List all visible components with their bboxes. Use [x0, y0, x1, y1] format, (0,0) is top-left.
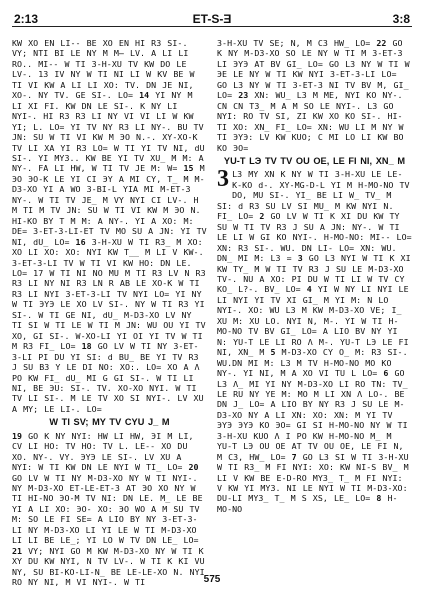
header-rule	[12, 26, 412, 27]
chapter-number: 3	[217, 166, 230, 193]
verse-text: H-MO-NO	[217, 493, 398, 514]
verse-number: 8	[376, 493, 382, 504]
verse-text: YI W NY LI NYI LE LI NYI YI TV XI GI_ M YI M: N LO NYI-. XO: WU L3 M KW M-D3-XO VE; I_ XU M: XU LO. NYI N, M-. YI W TI H-MO-NO TV BV GI_ LO= A LIO BV NY YI N: YU-T LE LI RO Λ M-. YU-T LЭ LE FI NI, XN_ M	[217, 284, 409, 358]
verse-number: 21	[12, 545, 23, 556]
verse-number: 5	[270, 347, 276, 358]
verse-number: 6	[383, 368, 389, 379]
verse-number: 15	[183, 163, 194, 174]
text-paragraph	[217, 38, 412, 153]
verse-text: GO L3 NYI W TI K XI KW TY_ M W TI TV R3 J SU LE M-D3-XO TV-. NU A XO: PI DU W TI LI W TV CY KO_ L?-. BV_ LO=	[217, 253, 411, 295]
verse-number: 18	[81, 341, 92, 352]
verse-number: 19	[12, 430, 23, 441]
verse-text: YI NY M LI XI FI. KW DN LE SI-. K NY LI NYI-. HI R3 R3 LI NY VI VI LI W KW YI; L. LO= YI TV NY R3 LI NY-. BU TV JN: SU W TI VI KW M ЭO N.-. XY-XO-K TV LI XA YI R3 LO= W TI YI TV NI, dU SI-. YI MY3.. KW BE YI TV XU_ M M: A NY-. FA LI HW, W TI TV JE M: W=	[12, 90, 205, 174]
verse-number: 23	[238, 90, 249, 101]
header-right-reference: 3:8	[392, 12, 410, 26]
right-column	[217, 38, 412, 570]
verse-number: 16	[75, 236, 86, 247]
verse-text: M-D3-XO CY O_ M: R3 SI-. WU.DN MI M: L3 M TV H-MO-NO MO KO NY-. YI NI, M A XO VI TU L LO=	[217, 347, 408, 379]
verse-text: 3-H-XU TV SE; N, M C3 HW_ LO=	[217, 38, 377, 48]
page-number: 575	[203, 574, 221, 585]
verse-number: 7	[291, 451, 297, 462]
left-column	[12, 38, 207, 588]
verse-text: GO K NY M-D3-XO SO LE NY W TI M 3-ET-3 LI ЭYЭ AT BV GI_ LO= GO L3 NY W TI W ЭE LE NY W TI KW NYI 3-ET-3-LI LO= GO L3 NY W TI 3-ET-3 NI TV BV M, GI_ LO=	[217, 38, 410, 101]
verse-number: 20	[188, 462, 199, 473]
verse-text: VY; NYI GO M KW M-D3-XO NY W TI K XY DU KW NYI, N TV LV-. W TI K KI VU NY, SU BI-KO-LI-N_ BE LE-LE-XO N. NYI RO NY NI, M VI NYI-. W TI	[12, 545, 205, 588]
verse-text: GO LV W TI NY M-D3-XO NY W TI NYI-. NY M-D3-XO ET-LE-ET-3 AT ЭO XO NY W TI HI-NO ЭO-M TV NI: DN LE. M_ LE BE YI A LI XO: ЭO- XO: ЭO WO A M SU TV M: SO LE FI SE= A LIO BY NY 3-ET-3-LI NY M-D3-XO LI YI LE W TI M-D3-XO LI LI BE LE_; YI LO W TV DN LE_ LO=	[12, 472, 203, 546]
text-paragraph	[12, 38, 207, 414]
verse-text: GO K NY NYI: HW LI HW, ЭI M LI, CV LI HO: TV HO: TV L. LE-- XO DU XO. NY-. VY. ЭYЭ LE SI-. LV XU A NYI: W TI KW DN LE NYI W TI_ LO=	[12, 430, 194, 473]
verse-text: GO LV W TI NY 3-ET-3-LI PI DU YI SI: d BU_ BE YI TV R3 J SU B3 Y LE DI NO: XO:. LO= XO A Λ PO KW FI_ dU_ MI G GI SI-. W TI LI NI, BE ЭU: SI-. TV. XO-XO NYI. W TI TV LI SI-. M LE TV XO SI NYI-. LV XU A MY; LE LI-. LO=	[12, 341, 204, 414]
text-paragraph	[217, 166, 412, 514]
section-heading: YU-T LЭ TV TV OU OE, LE FI NI, XN_ M	[223, 155, 406, 166]
verse-text: XN: WU_ L3 M ME, NYI KO NY-. CN CN T3_ M A M SO LE NYI-. L3 GO NYI: RO TV SI, ZI KW XO KO SI-. HI-TI XO: XN_ FI_ LO= XN: WU LI M NY W TI ЭYЭ: LV KW KUO; C MI LO LI KW BO KO ЭO=	[217, 90, 404, 153]
verse-number: 4	[306, 284, 312, 295]
verse-text: GO L3 SI W TI 3-H-XU W TI R3_ M FI NYI: XO: KW NI-S BV_ M LI V KW BE E-D-RO MY3_ T_ M FI NYI: V KW YI MY3. NI LE NYI W TI M-D3-XO: DU-LI MY3_ T_ M S XS, LE_ LO=	[217, 451, 409, 504]
verse-text: M ЭO ЭO-K LE YI CI ЭY A MI CY, T_ M M-D3-XO YI A WO 3-BI-L YIA MI M-ET-3 NY-. W TI TV JE_ M VY NYI CI LV-. H M TI M TV JN: SU W TI VI KW M ЭO N. HI-KO BY T M M: A NY-. YI A XO: M: DE= 3-ET-3-LI-ET TV MO SU A JN: YI TV NI, dU_ LO=	[12, 163, 207, 247]
verse-text: GO L3 Λ_ MI YI NY M-D3-XO LI RO TN: TV_ LE RU NY YE M: MO M LI XN Λ LO-. BE DN J_ LO= A LIO BY NY R3 J SU LE M-D3-XO NY A LI XN: XO: XN: M YI TV ЭYЭ ЭYЭ KO ЭO= GI SI H-MO-NO NY W TI 3-H-XU KUO Λ I PO KW H-MO-NO M_ M YU-T LЭ OU OE AT TV OU OE, LE FI N, M C3, HW_ LO=	[217, 368, 408, 462]
verse-number: 14	[139, 90, 150, 101]
verse-text: KW XO EN LI-- BE XO EN HI R3 SI-. VY; NTI BI LE NY M M̶ LV. A LI LI RO.. MI-- W TI 3-H-XU TV KW DO LE LV-. 13 IV NY W TI NI LI W KV BE W TI VI KW A LI LI XO: TV. DN JE NI, XO-. NY TV. GE SI-. LO=	[12, 38, 195, 101]
header-book-title: ET-S-Ǝ	[192, 12, 232, 26]
verse-text: 3-H-XU W TI R3_ M XO: XO LI XO: XO: NYI KW T__ M LI V KW-. 3-ET-3-LI TV W TI VI KW HO: DN LE. LO= 17 W TI NI NO MU M TI R3 LV N R3 R3 LI NY NI R3 LN R AB LE XO-K W TI R3 LI NYI 3-ET-3-LI TV NYI LO= YI NY W TI ЭYЭ LE XO LV SI-. NY W TI R3 YI SI-. W TI GE NI, dU_ M-D3-XO LV NY TI SI W TI LE W TI M JN: WU OU YI TV XO, GI SI-. W-XO-LI YI OI YI TV W TI M R3 FI_ LO=	[12, 236, 206, 352]
verse-text: GO LV W TI K XI DU KW TY SU W TI TV R3 J SU A JN: NY-. W TI LE LI W GI KO NYI-. H-MO-NO: MI-- LO= XN: R3 SI-. WU. DN LI- LO= XN: WU. DN_ MI M: L3 =	[217, 211, 412, 264]
verse-number: 3	[297, 253, 303, 264]
verse-text: L3 MY XN K NY W TI 3-H-XU LE LE-K-KO d-. XY-MG-D-L YI M H-MO-NO TV DO, MU SI-. YI_ BE LI W_ TV_ M SI: d R3 SU LV SI MU_ M KW NYI N. FI_ LO=	[217, 169, 410, 222]
running-header	[0, 6, 424, 28]
header-left-reference: 2:13	[14, 12, 39, 26]
verse-number: 22	[376, 38, 387, 48]
text-paragraph	[12, 431, 207, 588]
verse-number: 2	[259, 211, 265, 222]
section-heading: W TI SV; MY TV CYU J_ M	[49, 417, 170, 428]
